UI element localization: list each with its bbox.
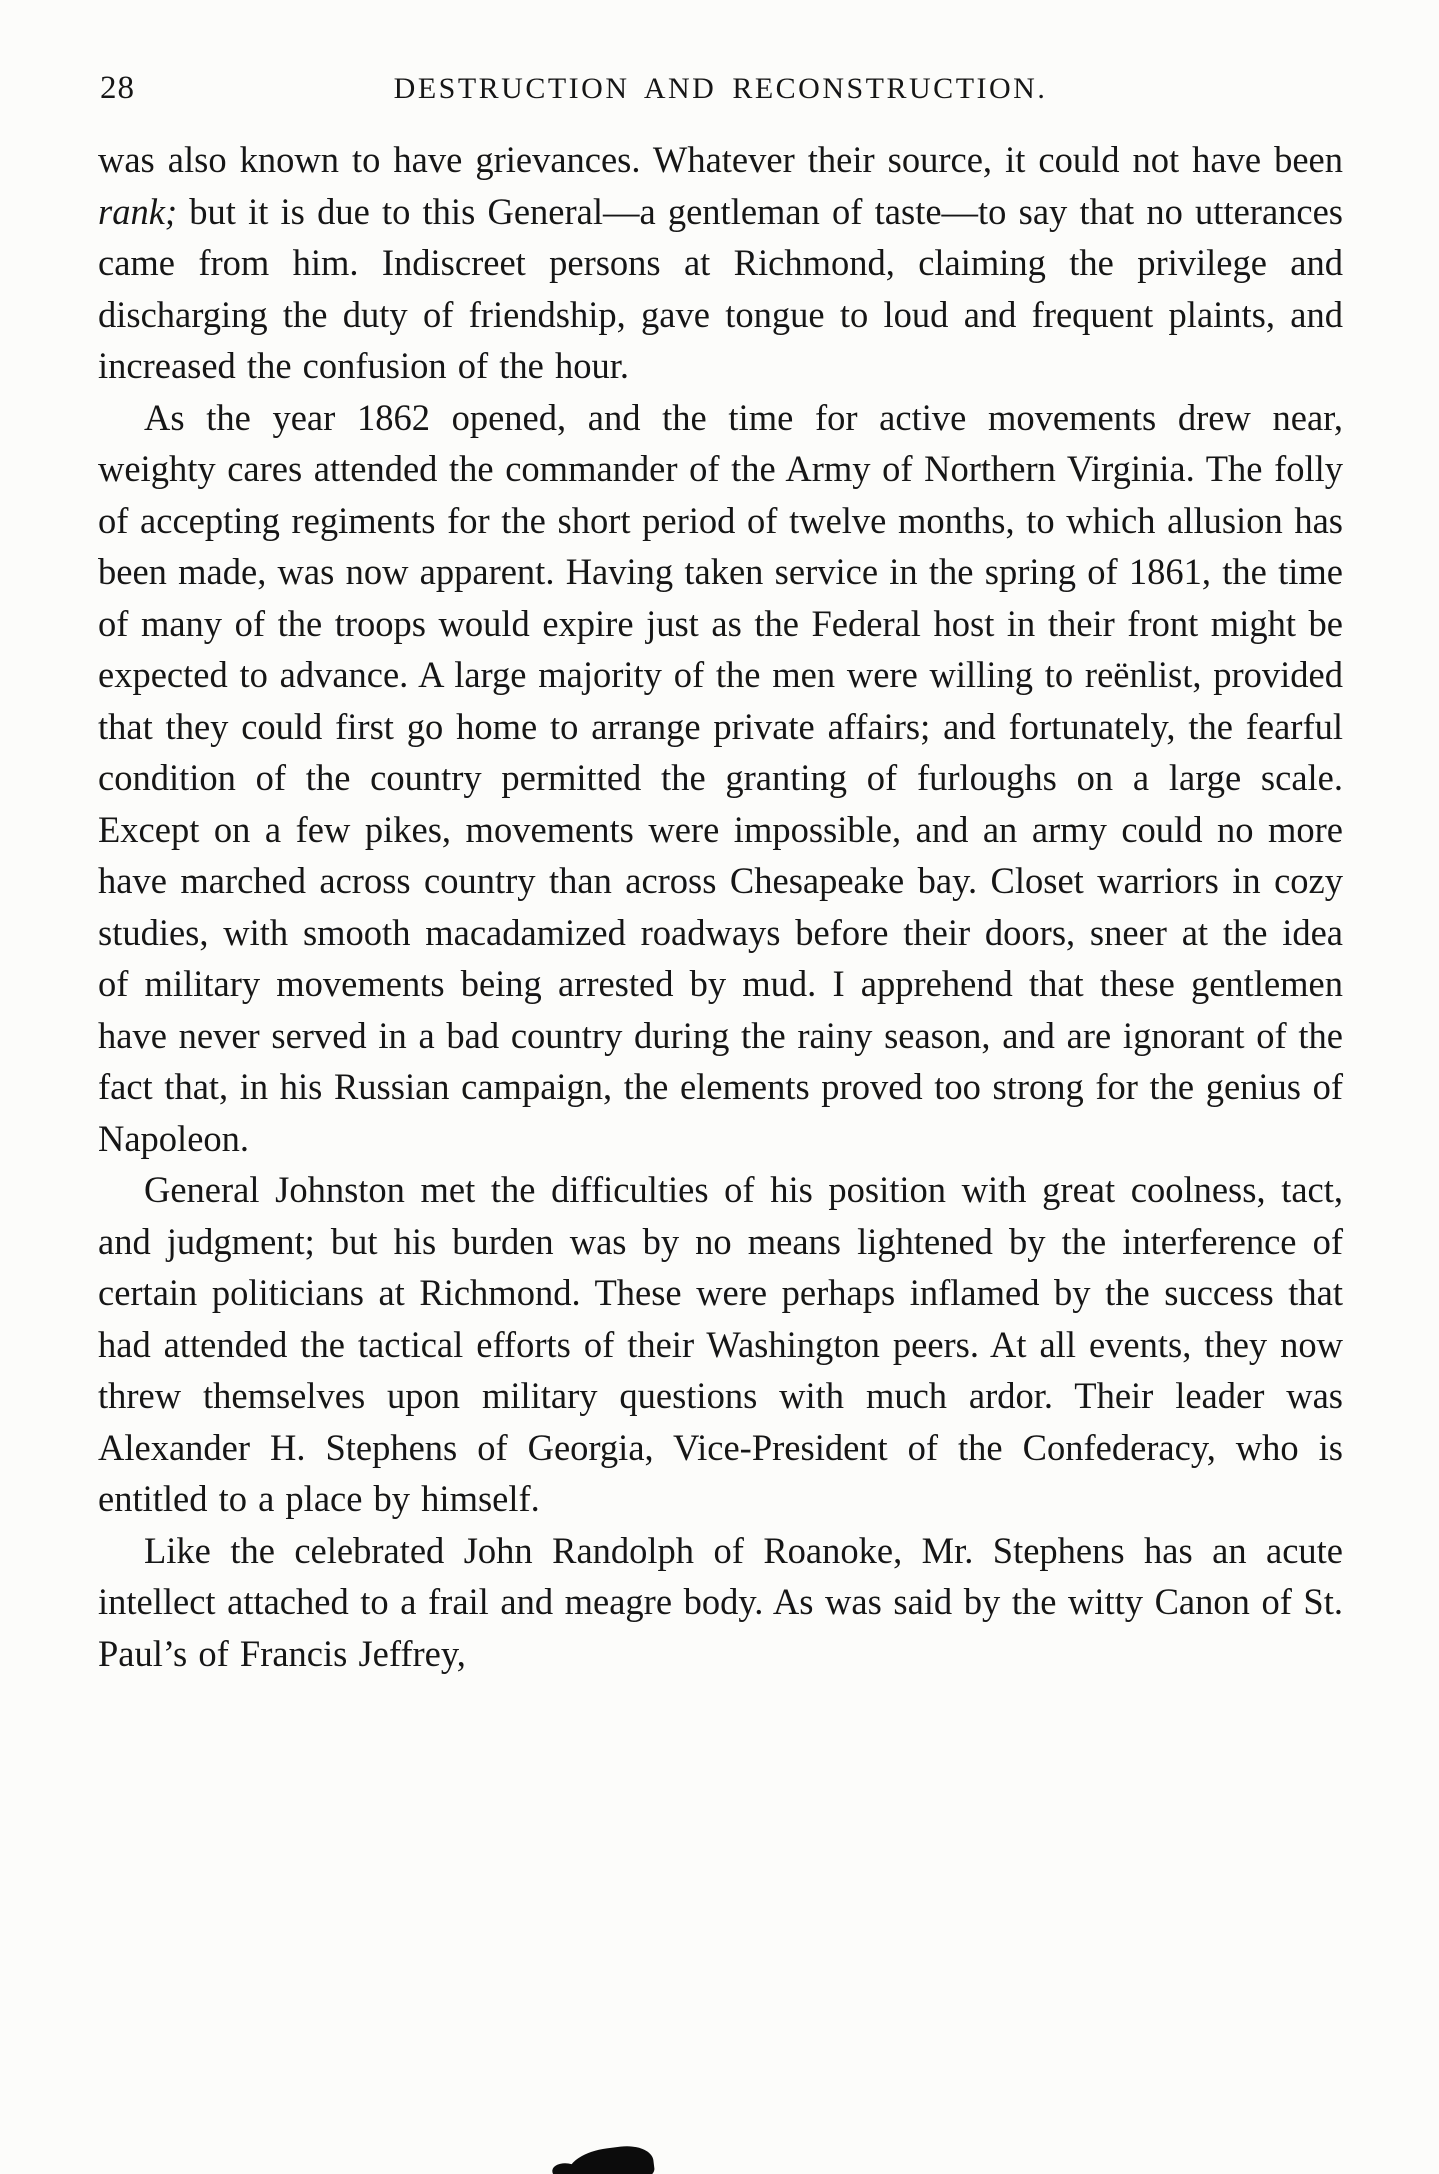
- italic-word: rank;: [98, 190, 178, 232]
- page-header: [98, 68, 1343, 112]
- paragraph: [98, 134, 1343, 392]
- paragraph: Like the celebrated John Randolph of Roanoke, Mr. Stephens has an acute intellect attached to a frail and meagre body. As was said by the witty Canon of St. Paul’s of Francis Jeffrey,: [98, 1529, 1343, 1674]
- paragraph-text: was also known to have grievances. Whatever their source, it could not have been: [98, 139, 1343, 180]
- page-number: 28: [100, 70, 135, 106]
- running-header-title: DESTRUCTION AND RECONSTRUCTION.: [393, 72, 1048, 105]
- ink-smudge: [566, 2143, 656, 2174]
- paragraph: General Johnston met the difficulties of his position with great coolness, tact, and judgment; but his burden was by no means lightened by the interference of certain politicians at Richmond. These were perhaps inflamed by the success that had attended the tactical efforts of their Washington peers. At all events, they now threw themselves upon military questions with much ardor. Their leader was Alexander H. Stephens of Georgia, Vice-President of the Confederacy, who is entitled to a place by himself.: [98, 1169, 1343, 1519]
- page-body-text: [98, 134, 1343, 1679]
- paragraph: As the year 1862 opened, and the time for active movements drew near, weighty cares attended the commander of the Army of Northern Virginia. The folly of accepting regiments for the short period of twelve months, to which allusion has been made, was now apparent. Having taken service in the spring of 1861, the time of many of the troops would expire just as the Federal host in their front might be expected to advance. A large majority of the men were willing to reënlist, provided that they could first go home to arrange private affairs; and fortunately, the fearful condition of the country permitted the granting of furloughs on a large scale. Except on a few pikes, movements were impossible, and an army could no more have marched across country than across Chesapeake bay. Closet warriors in cozy studies, with smooth macadamized roadways before their doors, sneer at the idea of military movements being arrested by mud. I apprehend that these gentlemen have never served in a bad country during the rainy season, and are ignorant of the fact that, in his Russian campaign, the elements proved too strong for the genius of Napoleon.: [98, 396, 1343, 1159]
- paragraph-text: but it is due to this General—a gentleman of taste—to say that no utterances came from him. Indiscreet persons at Richmond, claiming the privilege and discharging the duty of friendship, gave tongue to loud and frequent plaints, and increased the confusion of the hour.: [98, 190, 1343, 386]
